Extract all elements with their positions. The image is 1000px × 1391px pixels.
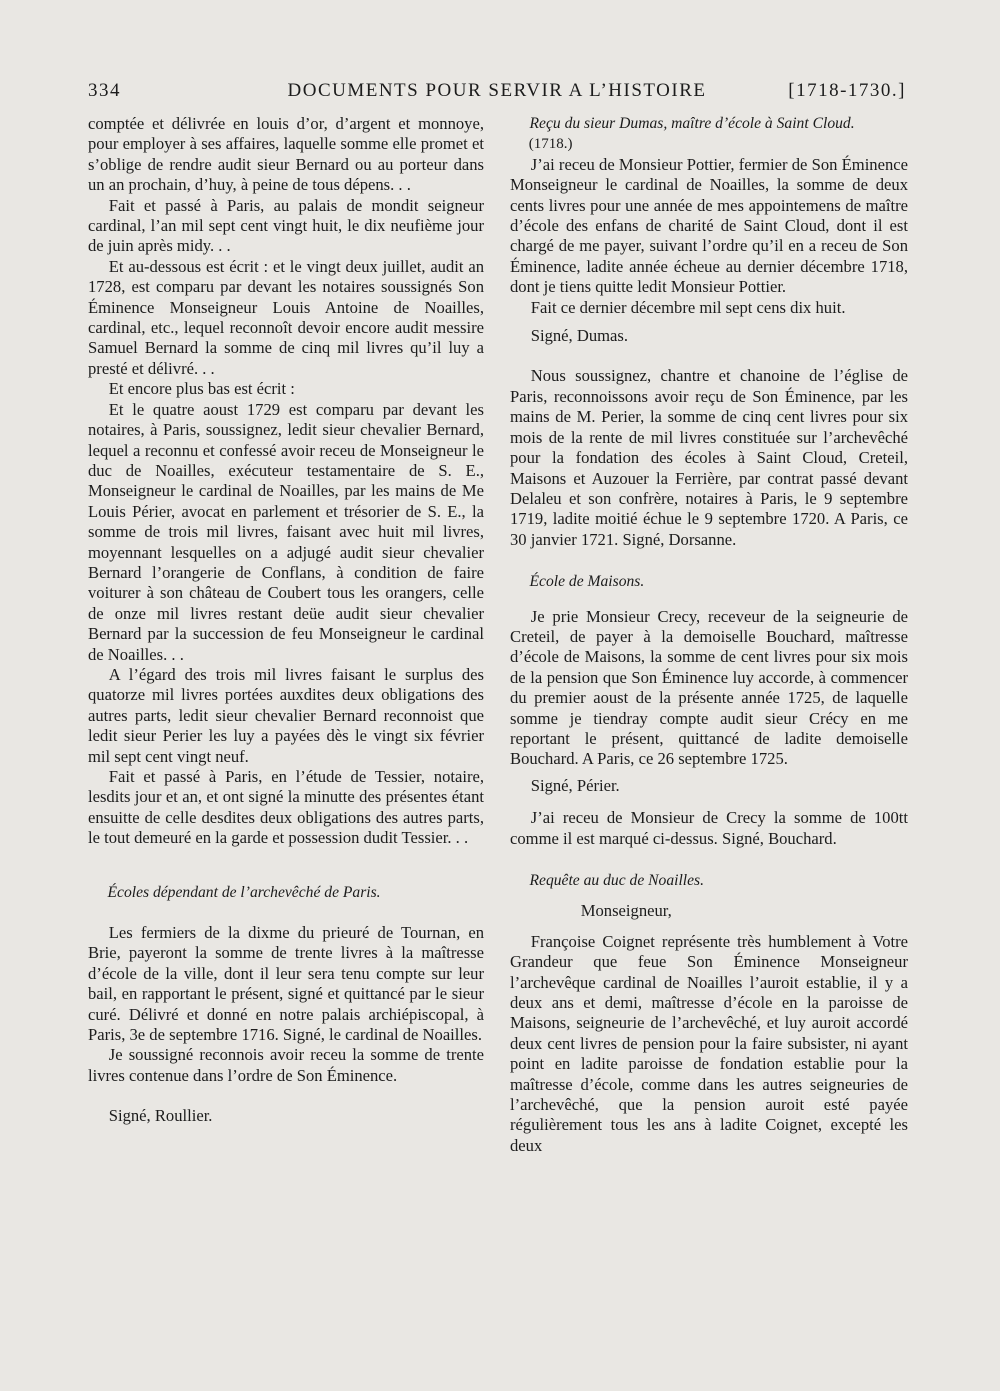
running-title: DOCUMENTS POUR SERVIR A L’HISTOIRE: [287, 80, 707, 101]
right-column: [510, 114, 908, 1156]
left-column: [88, 114, 484, 1127]
date-range: [1718-1730.]: [788, 80, 906, 101]
signature-perier: Signé, Périer.: [530, 775, 620, 795]
paragraph: Fait et passé à Paris, en l’étude de Tessier, notaire, lesdits jour et an, et ont signé la minutte des présentes étant ensuitte de celle desdites deux obligations des autres parts, le tout demeuré en la garde et possession dudit Tessier. . .: [88, 767, 484, 848]
signature-roullier: Signé, Roullier.: [108, 1106, 213, 1126]
paragraph: Les fermiers de la dixme du prieuré de Tournan, en Brie, payeront la somme de trente livres à la maîtresse d’école de la ville, dont il leur sera tenu compte sur leur bail, en rapportant le présent, signé et quittancé par le sieur curé. Délivré et donné en notre palais archiépiscopal, à Paris, 3e de septembre 1716. Signé, le cardinal de Noailles.: [88, 923, 484, 1045]
salutation: Monseigneur,: [580, 901, 672, 921]
year-note: (1718.): [528, 136, 573, 153]
paragraph: comptée et délivrée en louis d’or, d’argent et monnoye, pour employer à ses affaires, laquelle somme elle promet et s’oblige de rendre audit sieur Bernard ou au porteur dans un an prochain, d’huy, à peine de tous dépens. . .: [88, 114, 484, 195]
paragraph: Nous soussignez, chantre et chanoine de l’église de Paris, reconnoissons avoir reçu de Son Éminence, par les mains de M. Perier, la somme de cinq cent livres pour six mois de la rente de mil livres constituée sur l’archevêché pour la fondation des écoles à Saint Cloud, Creteil, Maisons et Auzouer la Ferrière, par contrat passé devant Delaleu et son confrère, notaires à Paris, le 9 septembre 1719, ladite moitié échue le 9 septembre 1720. A Paris, ce 30 janvier 1721. Signé, Dorsanne.: [510, 366, 908, 549]
paragraph: Je prie Monsieur Crecy, receveur de la seigneurie de Creteil, de payer à la demoiselle Bouchard, maîtresse d’école de Maisons, la somme de cent livres pour six mois de la pension que Son Éminence luy accorde, à commencer du premier aoust de la présente année 1725, de laquelle somme je tiendray compte audit sieur Crécy en me reportant le présent, quittancé de ladite demoiselle Bouchard. A Paris, ce 26 septembre 1725.: [510, 606, 908, 769]
running-header: [88, 80, 906, 110]
signature-dumas: Signé, Dumas.: [530, 326, 629, 346]
paragraph: Je soussigné reconnois avoir receu la somme de trente livres contenue dans l’ordre de Son Éminence.: [88, 1045, 484, 1085]
paragraph: Fait et passé à Paris, au palais de mondit seigneur cardinal, l’an mil sept cent vingt huit, le dix neufième jour de juin après midy. . .: [88, 195, 484, 256]
paragraph: Et au-dessous est écrit : et le vingt deux juillet, audit an 1728, est comparu par devant les notaires soussignés Son Éminence Monseigneur Louis Antoine de Noailles, cardinal, etc., lequel reconnoît devoir encore audit messire Samuel Bernard la somme de cinq mil livres qu’il luy a presté et délivré. . .: [88, 256, 484, 378]
section-heading-ecoles: Écoles dépendant de l’archevêché de Paris.: [107, 883, 381, 901]
section-heading-maisons: École de Maisons.: [529, 573, 645, 591]
paragraph: Et encore plus bas est écrit :: [108, 379, 295, 399]
paragraph: Fait ce dernier décembre mil sept cens dix huit.: [530, 297, 846, 317]
page-number: 334: [88, 80, 121, 101]
section-heading-requete: Requête au duc de Noailles.: [529, 872, 705, 889]
paragraph: A l’égard des trois mil livres faisant le surplus des quatorze mil livres portées auxdites deux obligations des autres parts, ledit sieur chevalier Bernard reconnoist que ledit sieur Perier les luy a payées dès le vingt six février mil sept cent vingt neuf.: [88, 664, 484, 766]
paragraph: J’ai receu de Monsieur de Crecy la somme de 100tt comme il est marqué ci-dessus. Signé, Bouchard.: [510, 808, 908, 848]
section-heading-dumas: Reçu du sieur Dumas, maître d’école à Saint Cloud.: [529, 115, 855, 132]
paragraph: Et le quatre aoust 1729 est comparu par devant les notaires, à Paris, soussignez, ledit sieur chevalier Bernard, lequel a reconnu et confessé avoir receu de Monseigneur le duc de Noailles, exécuteur testamentaire de S. E., Monseigneur le cardinal de Noailles, par les mains de Me Louis Périer, avocat en parlement et trésorier de S. E., la somme de trois mil livres, faisant avec huit mil livres, moyennant lesquelles on a adjugé audit sieur chevalier Bernard l’orangerie de Conflans, à condition de faire voiturer à son château de Coubert tous les orangers, celle de onze mil livres restant deüe audit sieur chevalier Bernard par la succession de feu Monseigneur le cardinal de Noailles. . .: [88, 399, 484, 664]
paragraph: Françoise Coignet représente très humblement à Votre Grandeur que feue Son Éminence Monseigneur l’archevêque cardinal de Noailles l’auroit establie, il y a deux ans et demi, maîtresse d’école en la paroisse de Maisons, seigneurie de l’archevêché, et luy auroit accordé deux cent livres de pension pour la faire subsister, ni ayant point en ladite paroisse de fondation establie pour la maîtresse d’école, comme dans les autres seigneuries de l’archevêché, que la pension auroit esté payée régulièrement tous les ans à ladite Coignet, excepté les deux: [510, 931, 908, 1155]
paragraph: J’ai receu de Monsieur Pottier, fermier de Son Éminence Monseigneur le cardinal de Noailles, la somme de deux cents livres pour une année de mes appointemens de maître d’école des enfans de charité de Saint Cloud, dont il est chargé de me payer, suivant l’ordre qu’il en a receu de Son Éminence, ladite année écheue au dernier décembre 1718, dont je tiens quitte ledit Monsieur Pottier.: [510, 154, 908, 297]
